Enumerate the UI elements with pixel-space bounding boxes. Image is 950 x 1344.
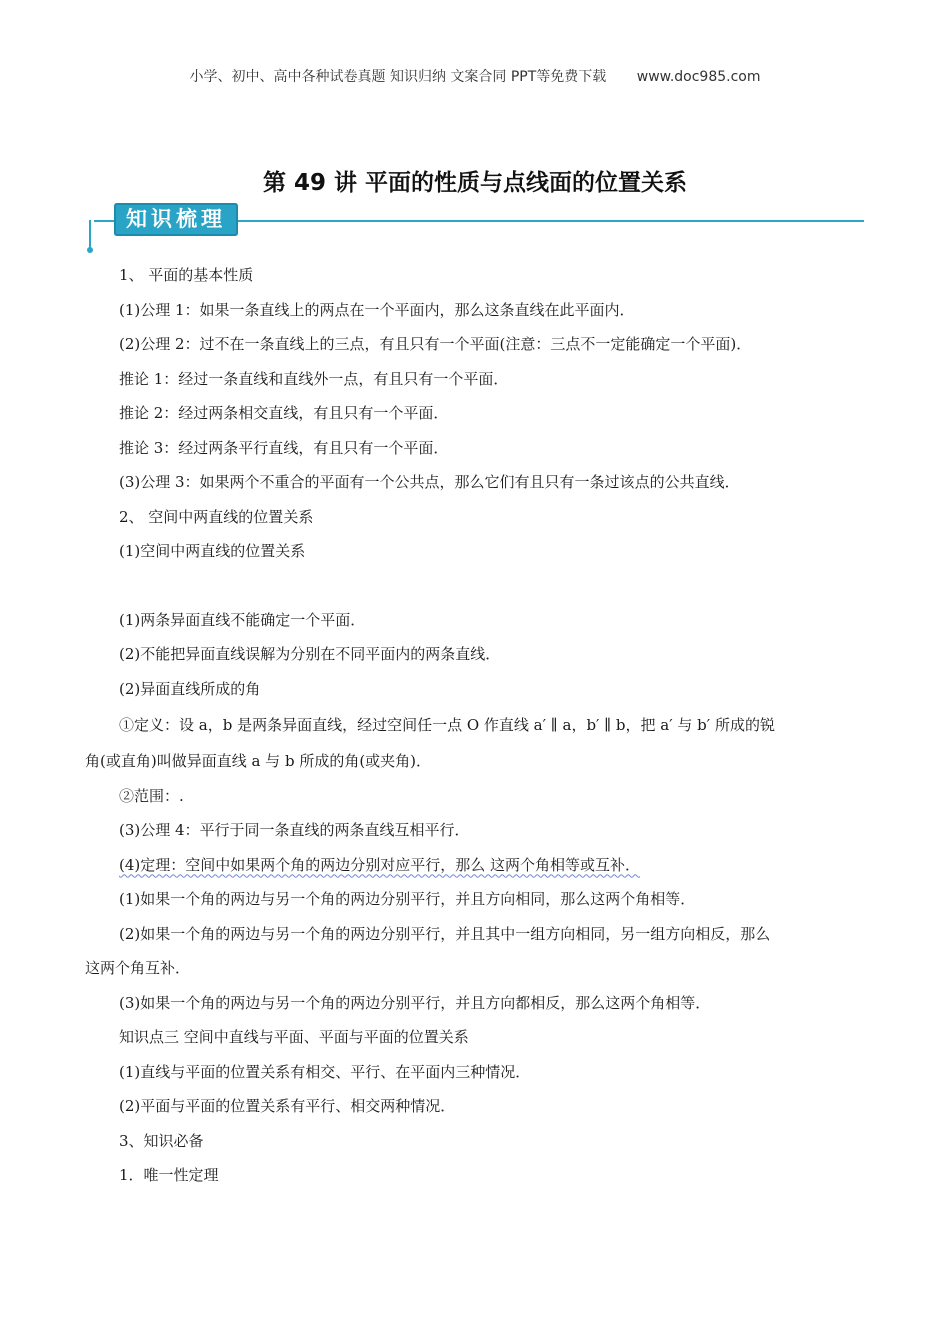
paragraph: (1)直线与平面的位置关系有相交、平行、在平面内三种情况． (119, 1062, 531, 1081)
paragraph: (2)平面与平面的位置关系有平行、相交两种情况． (119, 1097, 456, 1115)
paragraph: (1)如果一个角的两边与另一个角的两边分别平行，并且方向相同，那么这两个角相等． (119, 890, 696, 908)
paragraph: (2)不能把异面直线误解为分别在不同平面内的两条直线． (119, 645, 501, 663)
section-heading: 2、 空间中两直线的位置关系 (119, 507, 314, 526)
paragraph: (2)异面直线所成的角 (119, 679, 261, 698)
page-header (0, 66, 950, 86)
paragraph: 推论 2：经过两条相交直线，有且只有一个平面． (119, 404, 449, 422)
paragraph: (1)两条异面直线不能确定一个平面． (119, 610, 366, 629)
paragraph: (3)如果一个角的两边与另一个角的两边分别平行，并且方向都相反，那么这两个角相等． (119, 993, 711, 1012)
paragraph: 推论 3：经过两条平行直线，有且只有一个平面． (119, 438, 449, 457)
paragraph: 1．唯一性定理 (119, 1166, 219, 1184)
header-site-link[interactable]: www.doc985.com (636, 69, 761, 85)
document-body (85, 258, 865, 1193)
banner-dot-icon (87, 247, 93, 253)
paragraph: (3)公理 3：如果两个不重合的平面有一个公共点，那么它们有且只有一条过该点的公共直线． (119, 473, 740, 491)
paragraph: (1)空间中两直线的位置关系 (119, 542, 306, 560)
paragraph: (2)公理 2：过不在一条直线上的三点，有且只有一个平面(注意：三点不一定能确定一个平面)． (119, 335, 752, 353)
section-heading: 3、知识必备 (119, 1131, 204, 1150)
section-heading: 1、 平面的基本性质 (119, 266, 254, 284)
paragraph-continuation: 角(或直角)叫做异面直线 a 与 b 所成的角(或夹角)． (85, 752, 432, 770)
paragraph-continuation: 这两个角互补． (85, 959, 191, 977)
paragraph: ①定义：设 a，b 是两条异面直线，经过空间任一点 O 作直线 a′ ∥ a，b′ ∥ b，把 a′ 与 b′ 所成的锐 (119, 716, 775, 734)
underlined-theorem: (4)定理：空间中如果两个角的两边分别对应平行，那么 这两个角相等或互补． (119, 855, 641, 874)
paragraph (85, 848, 865, 883)
blank-space (85, 569, 865, 603)
paragraph: (1)公理 1：如果一条直线上的两点在一个平面内，那么这条直线在此平面内． (119, 300, 635, 319)
section-heading: 知识点三 空间中直线与平面、平面与平面的位置关系 (119, 1028, 469, 1046)
paragraph: (3)公理 4：平行于同一条直线的两条直线互相平行． (119, 821, 470, 839)
banner-stem (89, 220, 91, 250)
paragraph: 推论 1：经过一条直线和直线外一点，有且只有一个平面． (119, 369, 509, 388)
page-title: 第 49 讲 平面的性质与点线面的位置关系 (262, 170, 688, 196)
paragraph: ②范围：. (119, 786, 184, 805)
banner-label: 知识梳理 (126, 207, 226, 231)
paragraph: (2)如果一个角的两边与另一个角的两边分别平行，并且其中一组方向相同，另一组方向相反，那么 (119, 924, 771, 943)
header-text: 小学、初中、高中各种试卷真题 知识归纳 文案合同 PPT等免费下载 (189, 69, 607, 85)
section-banner (84, 200, 864, 260)
